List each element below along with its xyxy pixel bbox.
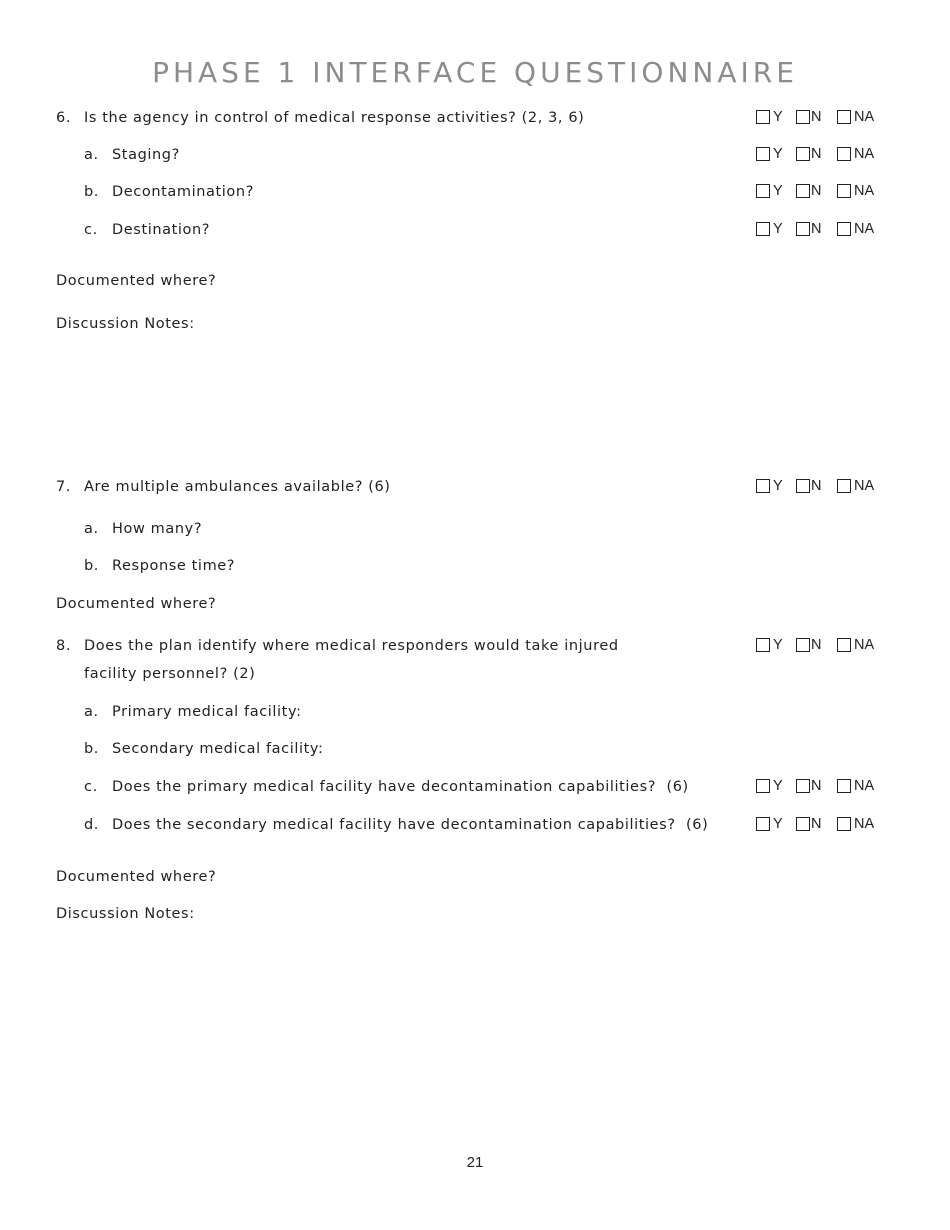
discussion-notes-q8: Discussion Notes: bbox=[56, 906, 195, 922]
checkbox-yes[interactable] bbox=[756, 147, 770, 161]
checkbox-na[interactable] bbox=[837, 222, 851, 236]
sub-text: Does the secondary medical facility have decontamination capabilities? (6) bbox=[112, 817, 709, 833]
sub-letter: c. bbox=[84, 222, 98, 238]
checkbox-no[interactable] bbox=[796, 779, 810, 793]
answer-group-q6b bbox=[756, 184, 896, 202]
option-no-label: N bbox=[811, 478, 822, 494]
checkbox-na[interactable] bbox=[837, 147, 851, 161]
question-number: 7. bbox=[56, 479, 72, 495]
question-8c bbox=[84, 777, 689, 797]
sub-text: Decontamination? bbox=[112, 184, 254, 200]
question-7 bbox=[56, 477, 391, 497]
option-yes-label: Y bbox=[773, 478, 783, 494]
sub-letter: a. bbox=[84, 147, 99, 163]
sub-text: Staging? bbox=[112, 147, 180, 163]
checkbox-no[interactable] bbox=[796, 222, 810, 236]
checkbox-no[interactable] bbox=[796, 184, 810, 198]
checkbox-no[interactable] bbox=[796, 817, 810, 831]
option-na-label: NA bbox=[854, 183, 875, 199]
question-8b bbox=[84, 739, 324, 759]
option-na-label: NA bbox=[854, 221, 875, 237]
option-yes-label: Y bbox=[773, 221, 783, 237]
checkbox-yes[interactable] bbox=[756, 184, 770, 198]
question-text: Is the agency in control of medical response activities? (2, 3, 6) bbox=[84, 110, 585, 126]
checkbox-no[interactable] bbox=[796, 147, 810, 161]
question-6c bbox=[84, 220, 210, 240]
question-8d bbox=[84, 815, 708, 835]
sub-text: Does the primary medical facility have decontamination capabilities? (6) bbox=[112, 779, 689, 795]
question-6a bbox=[84, 145, 180, 165]
answer-group-q6 bbox=[756, 110, 896, 128]
question-7b bbox=[84, 556, 235, 576]
option-na-label: NA bbox=[854, 778, 875, 794]
option-no-label: N bbox=[811, 816, 822, 832]
option-no-label: N bbox=[811, 778, 822, 794]
option-yes-label: Y bbox=[773, 109, 783, 125]
option-na-label: NA bbox=[854, 478, 875, 494]
sub-letter: a. bbox=[84, 704, 99, 720]
sub-letter: d. bbox=[84, 817, 100, 833]
checkbox-yes[interactable] bbox=[756, 817, 770, 831]
checkbox-na[interactable] bbox=[837, 110, 851, 124]
option-na-label: NA bbox=[854, 146, 875, 162]
checkbox-na[interactable] bbox=[837, 638, 851, 652]
question-text: Are multiple ambulances available? (6) bbox=[84, 479, 391, 495]
question-8 bbox=[56, 632, 644, 688]
sub-letter: b. bbox=[84, 741, 100, 757]
option-yes-label: Y bbox=[773, 778, 783, 794]
question-6 bbox=[56, 108, 584, 128]
option-yes-label: Y bbox=[773, 183, 783, 199]
checkbox-yes[interactable] bbox=[756, 779, 770, 793]
sub-text: Destination? bbox=[112, 222, 211, 238]
discussion-notes-q6: Discussion Notes: bbox=[56, 316, 195, 332]
documented-where-q6: Documented where? bbox=[56, 273, 217, 289]
page-title: PHASE 1 INTERFACE QUESTIONNAIRE bbox=[152, 56, 798, 89]
answer-group-q7 bbox=[756, 479, 896, 497]
checkbox-na[interactable] bbox=[837, 779, 851, 793]
checkbox-yes[interactable] bbox=[756, 110, 770, 124]
sub-letter: a. bbox=[84, 521, 99, 537]
sub-text: Primary medical facility: bbox=[112, 704, 302, 720]
option-yes-label: Y bbox=[773, 816, 783, 832]
option-no-label: N bbox=[811, 637, 822, 653]
sub-letter: b. bbox=[84, 558, 100, 574]
checkbox-yes[interactable] bbox=[756, 479, 770, 493]
checkbox-na[interactable] bbox=[837, 817, 851, 831]
answer-group-q8c bbox=[756, 779, 896, 797]
option-yes-label: Y bbox=[773, 637, 783, 653]
question-6b bbox=[84, 182, 254, 202]
checkbox-na[interactable] bbox=[837, 184, 851, 198]
option-na-label: NA bbox=[854, 816, 875, 832]
answer-group-q8 bbox=[756, 638, 896, 656]
checkbox-yes[interactable] bbox=[756, 638, 770, 652]
checkbox-no[interactable] bbox=[796, 638, 810, 652]
question-8a bbox=[84, 702, 302, 722]
checkbox-no[interactable] bbox=[796, 110, 810, 124]
option-no-label: N bbox=[811, 183, 822, 199]
checkbox-na[interactable] bbox=[837, 479, 851, 493]
sub-text: Secondary medical facility: bbox=[112, 741, 324, 757]
documented-where-q7: Documented where? bbox=[56, 596, 217, 612]
page-number: 21 bbox=[466, 1154, 484, 1171]
question-number: 8. bbox=[56, 638, 72, 654]
checkbox-no[interactable] bbox=[796, 479, 810, 493]
answer-group-q8d bbox=[756, 817, 896, 835]
sub-text: How many? bbox=[112, 521, 203, 537]
checkbox-yes[interactable] bbox=[756, 222, 770, 236]
option-no-label: N bbox=[811, 146, 822, 162]
question-text: Does the plan identify where medical responders would take injured facility personnel? (2) bbox=[84, 638, 619, 682]
question-number: 6. bbox=[56, 110, 72, 126]
option-na-label: NA bbox=[854, 637, 875, 653]
option-no-label: N bbox=[811, 221, 822, 237]
documented-where-q8: Documented where? bbox=[56, 869, 217, 885]
option-yes-label: Y bbox=[773, 146, 783, 162]
answer-group-q6a bbox=[756, 147, 896, 165]
sub-letter: b. bbox=[84, 184, 100, 200]
question-7a bbox=[84, 519, 202, 539]
option-no-label: N bbox=[811, 109, 822, 125]
answer-group-q6c bbox=[756, 222, 896, 240]
sub-letter: c. bbox=[84, 779, 98, 795]
sub-text: Response time? bbox=[112, 558, 236, 574]
option-na-label: NA bbox=[854, 109, 875, 125]
